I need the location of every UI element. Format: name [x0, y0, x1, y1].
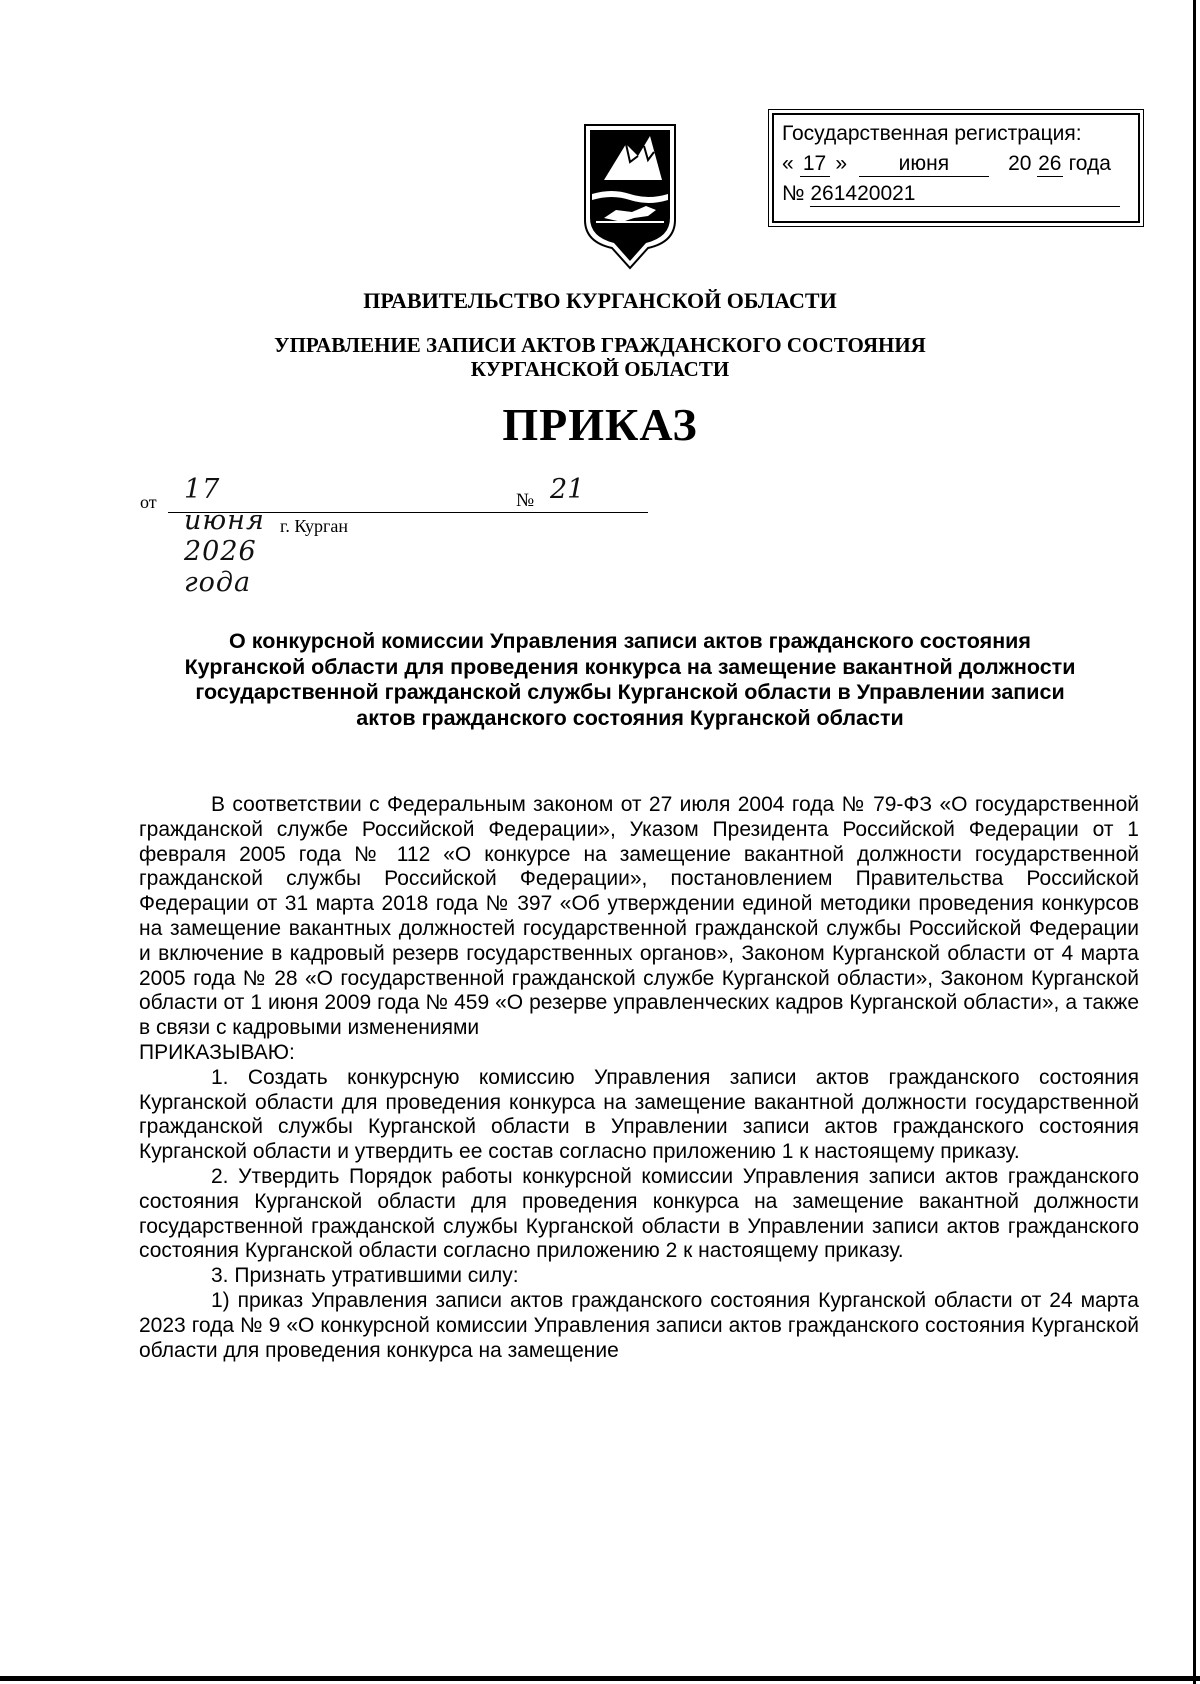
body-item-2: 2. Утвердить Порядок работы конкурсной комиссии Управления записи актов гражданского состояния Курганской области для проведения конкурса на замещение вакантной должности государственной гражданской службы Курганской области в Управлении записи актов гражданского состояния Курганской области согласно приложению 2 к настоящему приказу.	[139, 1164, 1139, 1263]
body-preamble: В соответствии с Федеральным законом от 27 июля 2004 года № 79-ФЗ «О государственной гражданской службе Российской Федерации», Указом Президента Российской Федерации от 1 февраля 2005 года № 112 «О конкурсе на замещение вакантной должности государственной гражданской службы Российской Федерации», постановлением Правительства Российской Федерации от 31 марта 2018 года № 397 «Об утверждении единой методики проведения конкурсов на замещение вакантных должностей государственной гражданской службы Российской Федерации и включение в кадровый резерв государственных органов», Законом Курганской области от 4 марта 2005 года № 28 «О государственной гражданской службе Курганской области», Законом Курганской области от 1 июня 2009 года № 459 «О резерве управленческих кадров Курганской области», а также в связи с кадровыми изменениями	[139, 793, 1139, 1040]
registration-month: июня	[859, 152, 989, 177]
registration-stamp	[772, 113, 1140, 223]
body-order-word: ПРИКАЗЫВАЮ:	[139, 1040, 295, 1064]
page-border-bottom	[0, 1676, 1200, 1681]
registration-day: 17	[800, 152, 830, 177]
department-name-line2: КУРГАНСКОЙ ОБЛАСТИ	[470, 357, 730, 381]
registration-number-row	[782, 179, 1130, 209]
document-type: ПРИКАЗ	[502, 399, 698, 450]
registration-number: 261420021	[810, 182, 1120, 207]
order-from-label: от	[140, 492, 157, 512]
registration-date	[782, 149, 1130, 179]
registration-title: Государственная регистрация:	[782, 122, 1082, 145]
registration-quote-open: «	[782, 152, 794, 175]
page-border-right	[1193, 0, 1196, 1684]
order-number-handwritten: 21	[550, 474, 585, 505]
registration-year-suffix: 26	[1038, 152, 1062, 175]
coat-of-arms-emblem	[582, 122, 678, 270]
department-name-line1: УПРАВЛЕНИЕ ЗАПИСИ АКТОВ ГРАЖДАНСКОГО СОСТОЯНИЯ	[274, 333, 926, 357]
registration-year-word: года	[1068, 152, 1111, 175]
order-date-handwritten: 17 июня 2026 года	[184, 474, 265, 598]
document-title: О конкурсной комиссии Управления записи актов гражданского состояния Курганской области для проведения конкурса на замещение вакантной должности государственной гражданской службы Курганской области в Управлении записи актов гражданского состояния Курганской области	[184, 629, 1076, 730]
body-item-1: 1. Создать конкурсную комиссию Управления записи актов гражданского состояния Курганской области для проведения конкурса на замещение вакантной должности государственной гражданской службы Курганской области в Управлении записи актов гражданского состояния Курганской области и утвердить ее состав согласно приложению 1 к настоящему приказу.	[139, 1065, 1139, 1164]
registration-quote-close: »	[835, 152, 848, 175]
document-body	[139, 793, 1139, 1363]
body-item-3: 3. Признать утратившими силу:	[211, 1264, 519, 1288]
order-number-underline	[532, 512, 640, 513]
order-city: г. Курган	[280, 516, 349, 536]
government-name: ПРАВИТЕЛЬСТВО КУРГАНСКОЙ ОБЛАСТИ	[363, 288, 837, 313]
order-number-label: №	[516, 490, 535, 511]
registration-number-sign: №	[782, 182, 805, 205]
body-item-3-1: 1) приказ Управления записи актов гражданского состояния Курганской области от 24 марта 2023 года № 9 «О конкурсной комиссии Управления записи актов гражданского состояния Курганской области для проведения конкурса на замещение	[139, 1288, 1139, 1362]
registration-year-prefix: 20	[1008, 152, 1032, 175]
